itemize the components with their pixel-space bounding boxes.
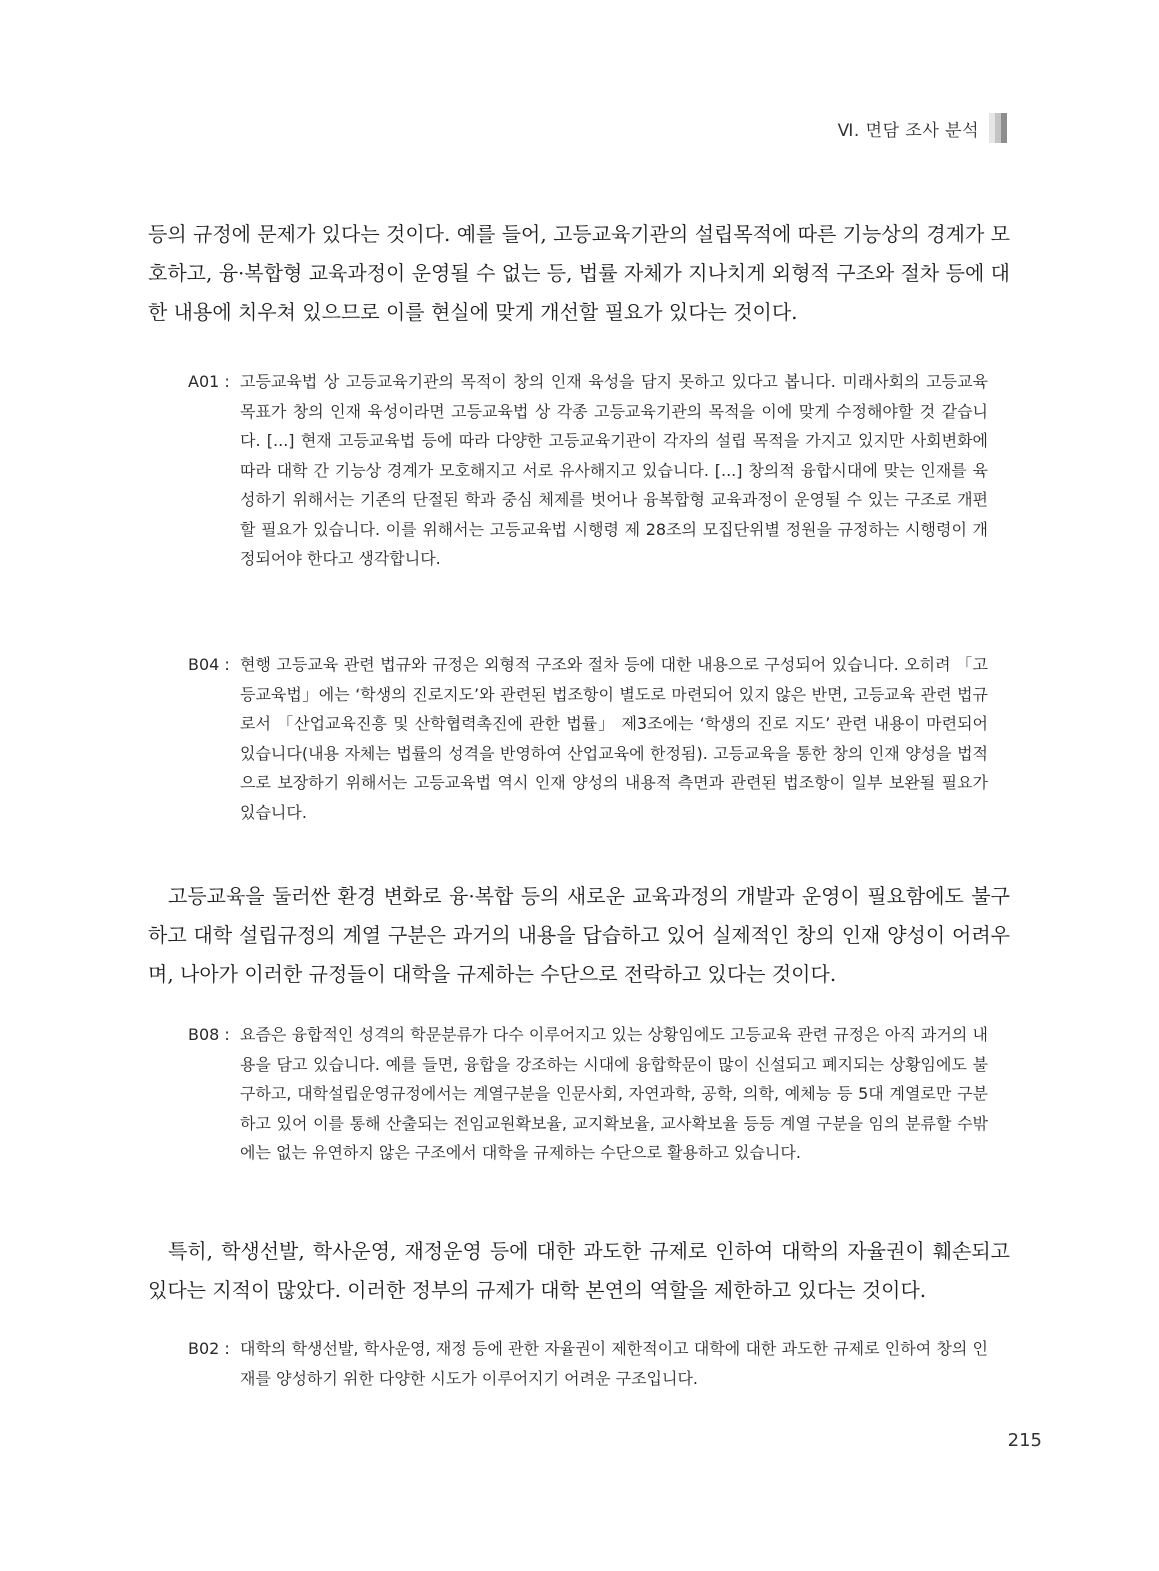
quote-label: A01 : <box>188 372 230 391</box>
chapter-title: Ⅵ. 면담 조사 분석 <box>837 120 979 141</box>
running-header <box>838 112 1007 144</box>
header-bar-dark <box>1001 113 1007 143</box>
quote-text: 대학의 학생선발, 학사운영, 재정 등에 관한 자율권이 제한적이고 대학에 대한 과도한 규제로 인하여 창의 인재를 양성하기 위한 다양한 시도가 이루어지기 어려운 구조입니다. <box>240 1339 988 1388</box>
body-paragraph-3: 특히, 학생선발, 학사운영, 재정운영 등에 대한 과도한 규제로 인하여 대학의 자율권이 훼손되고 있다는 지적이 많았다. 이러한 정부의 규제가 대학 본연의 역할을 제한하고 있다는 것이다. <box>148 1239 1010 1302</box>
interview-quote-b08 <box>188 1020 988 1168</box>
page-number: 215 <box>1007 1430 1042 1451</box>
quote-text: 현행 고등교육 관련 법규와 규정은 외형적 구조와 절차 등에 대한 내용으로 구성되어 있습니다. 오히려 「고등교육법」에는 ‘학생의 진로지도’와 관련된 법조항이 별도로 마련되어 있지 않은 반면, 고등교육 관련 법규로서 「산업교육진흥 및 산학협력촉진에 관한 법률」 제3조에는 ‘학생의 진로 지도’ 관련 내용이 마련되어 있습니다(내용 자체는 법률의 성격을 반영하여 산업교육에 한정됨). 고등교육을 통한 창의 인재 양성을 법적으로 보장하기 위해서는 고등교육법 역시 인재 양성의 내용적 측면과 관련된 법조항이 일부 보완될 필요가 있습니다. <box>240 655 988 822</box>
quote-label: B04 : <box>188 655 230 674</box>
body-paragraph-2: 고등교육을 둘러싼 환경 변화로 융·복합 등의 새로운 교육과정의 개발과 운영이 필요함에도 불구하고 대학 설립규정의 계열 구분은 과거의 내용을 답습하고 있어 실제적인 창의 인재 양성이 어려우며, 나아가 이러한 규정들이 대학을 규제하는 수단으로 전락하고 있다는 것이다. <box>148 884 1010 986</box>
quote-label: B02 : <box>188 1339 230 1358</box>
interview-quote-a01 <box>188 367 988 574</box>
interview-quote-b02 <box>188 1334 988 1393</box>
quote-label: B08 : <box>188 1025 230 1044</box>
quote-text: 고등교육법 상 고등교육기관의 목적이 창의 인재 육성을 담지 못하고 있다고 봅니다. 미래사회의 고등교육 목표가 창의 인재 육성이라면 고등교육법 상 각종 고등교육기관의 목적을 이에 맞게 수정해야할 것 같습니다. [...] 현재 고등교육법 등에 따라 다양한 고등교육기관이 각자의 설립 목적을 가지고 있지만 사회변화에 따라 대학 간 기능상 경계가 모호해지고 서로 유사해지고 있습니다. [...] 창의적 융합시대에 맞는 인재를 육성하기 위해서는 기존의 단절된 학과 중심 체제를 벗어나 융복합형 교육과정이 운영될 수 있는 구조로 개편할 필요가 있습니다. 이를 위해서는 고등교육법 시행령 제 28조의 모집단위별 정원을 규정하는 시행령이 개정되어야 한다고 생각합니다. <box>240 372 988 568</box>
body-paragraph-1: 등의 규정에 문제가 있다는 것이다. 예를 들어, 고등교육기관의 설립목적에 따른 기능상의 경계가 모호하고, 융·복합형 교육과정이 운영될 수 없는 등, 법률 자체가 지나치게 외형적 구조와 절차 등에 대한 내용에 치우쳐 있으므로 이를 현실에 맞게 개선할 필요가 있다는 것이다. <box>148 222 1010 324</box>
quote-text: 요즘은 융합적인 성격의 학문분류가 다수 이루어지고 있는 상황임에도 고등교육 관련 규정은 아직 과거의 내용을 담고 있습니다. 예를 들면, 융합을 강조하는 시대에 융합학문이 많이 신설되고 폐지되는 상황임에도 불구하고, 대학설립운영규정에서는 계열구분을 인문사회, 자연과학, 공학, 의학, 예체능 등 5대 계열로만 구분하고 있어 이를 통해 산출되는 전임교원확보율, 교지확보율, 교사확보율 등등 계열 구분을 임의 분류할 수밖에는 없는 유연하지 않은 구조에서 대학을 규제하는 수단으로 활용하고 있습니다. <box>240 1025 988 1162</box>
header-bar-decoration <box>989 113 1007 143</box>
interview-quote-b04 <box>188 650 988 827</box>
